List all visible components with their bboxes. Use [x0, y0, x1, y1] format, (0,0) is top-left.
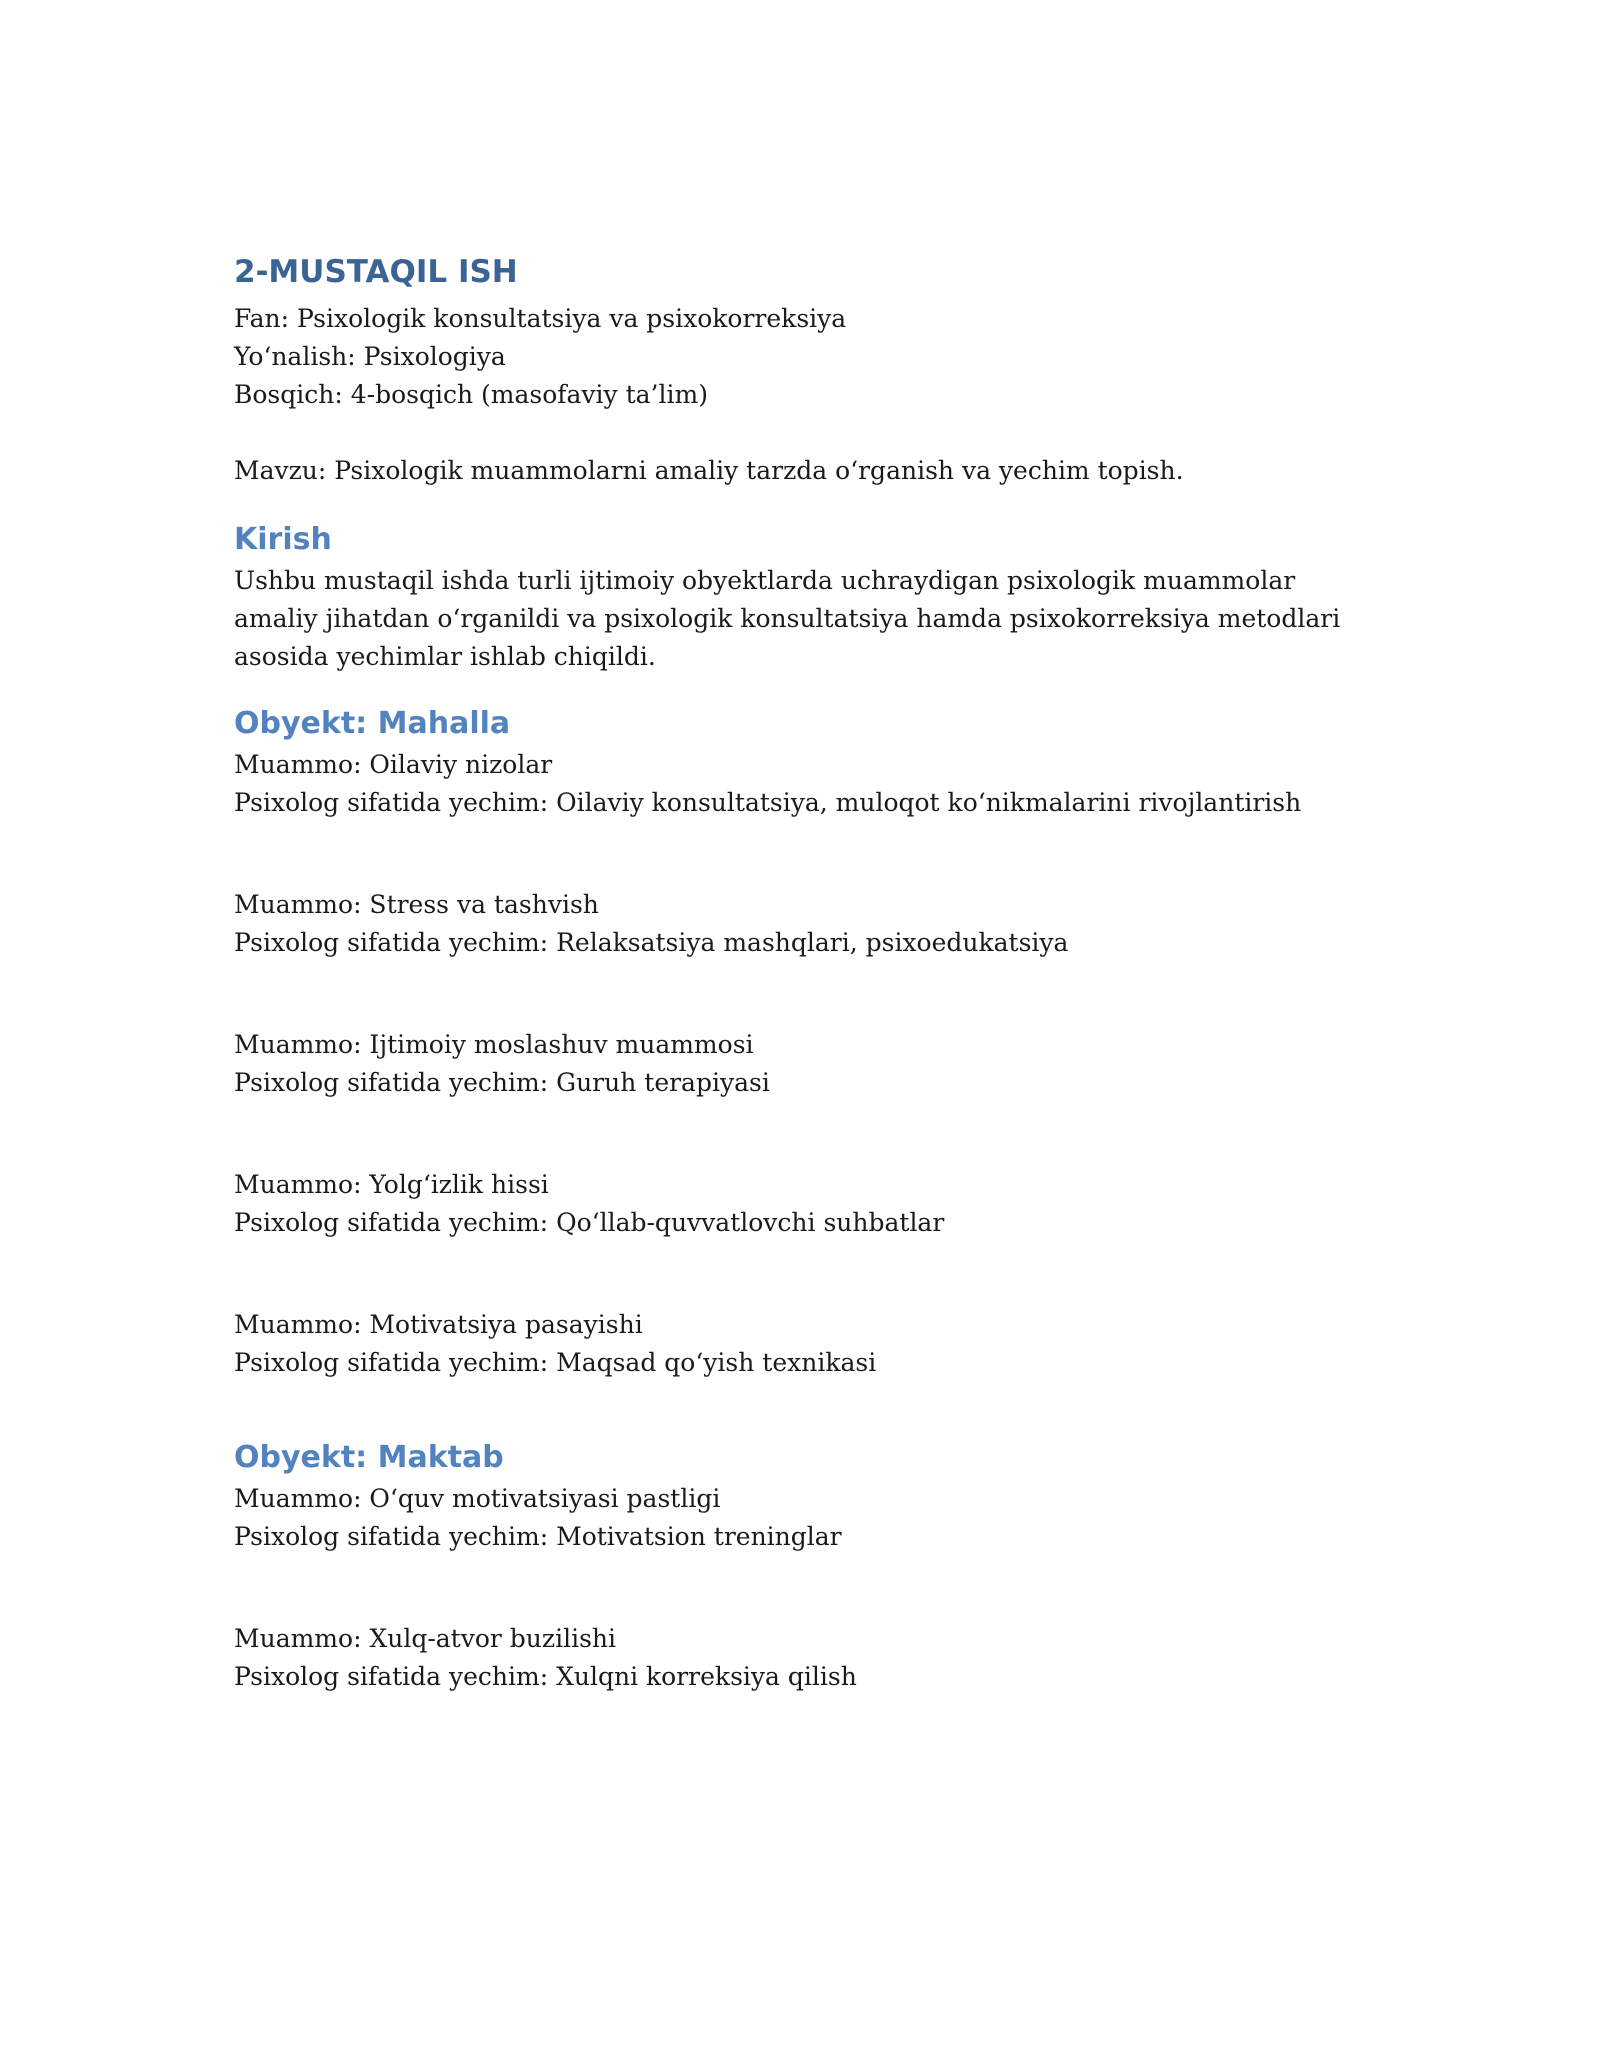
- document-topic: Mavzu: Psixologik muammolarni amaliy tarzda o‘rganish va yechim topish.: [234, 456, 1184, 485]
- section-heading: Obyekt: Maktab: [234, 1440, 504, 1475]
- problem-text: Muammo: O‘quv motivatsiyasi pastligi: [234, 1484, 721, 1513]
- section-heading: Obyekt: Mahalla: [234, 706, 511, 741]
- solution-text: Psixolog sifatida yechim: Qo‘llab-quvvatlovchi suhbatlar: [234, 1208, 945, 1237]
- document-page: [234, 252, 1374, 1760]
- intro-heading: Kirish: [234, 522, 332, 557]
- problem-item: [234, 746, 1374, 822]
- problem-text: Muammo: Oilaviy nizolar: [234, 750, 553, 779]
- meta-subject: Fan: Psixologik konsultatsiya va psixokorreksiya: [234, 304, 847, 333]
- problem-text: Muammo: Yolg‘izlik hissi: [234, 1170, 549, 1199]
- problem-item: [234, 1480, 1374, 1556]
- document-title: 2-MUSTAQIL ISH: [234, 254, 518, 290]
- problem-item: [234, 1166, 1374, 1242]
- solution-text: Psixolog sifatida yechim: Xulqni korreksiya qilish: [234, 1662, 857, 1691]
- meta-stage: Bosqich: 4-bosqich (masofaviy ta’lim): [234, 380, 708, 409]
- problem-text: Muammo: Xulq-atvor buzilishi: [234, 1624, 616, 1653]
- section-mahalla: [234, 704, 1374, 1382]
- problem-item: [234, 1620, 1374, 1696]
- solution-text: Psixolog sifatida yechim: Motivatsion treninglar: [234, 1522, 842, 1551]
- solution-text: Psixolog sifatida yechim: Maqsad qo‘yish texnikasi: [234, 1348, 877, 1377]
- section-maktab: [234, 1438, 1374, 1696]
- solution-text: Psixolog sifatida yechim: Relaksatsiya mashqlari, psixoedukatsiya: [234, 928, 1069, 957]
- solution-text: Psixolog sifatida yechim: Oilaviy konsultatsiya, muloqot ko‘nikmalarini rivojlantirish: [234, 788, 1302, 817]
- problem-item: [234, 886, 1374, 962]
- solution-text: Psixolog sifatida yechim: Guruh terapiyasi: [234, 1068, 770, 1097]
- problem-text: Muammo: Motivatsiya pasayishi: [234, 1310, 643, 1339]
- document-meta: [234, 300, 1374, 414]
- problem-text: Muammo: Stress va tashvish: [234, 890, 599, 919]
- problem-item: [234, 1026, 1374, 1102]
- problem-item: [234, 1306, 1374, 1382]
- problem-text: Muammo: Ijtimoiy moslashuv muammosi: [234, 1030, 754, 1059]
- meta-direction: Yo‘nalish: Psixologiya: [234, 342, 506, 371]
- intro-text: Ushbu mustaqil ishda turli ijtimoiy obyektlarda uchraydigan psixologik muammolar amaliy jihatdan o‘rganildi va psixologik konsultatsiya hamda psixokorreksiya metodlari asosida yechimlar ishlab chiqildi.: [234, 566, 1341, 671]
